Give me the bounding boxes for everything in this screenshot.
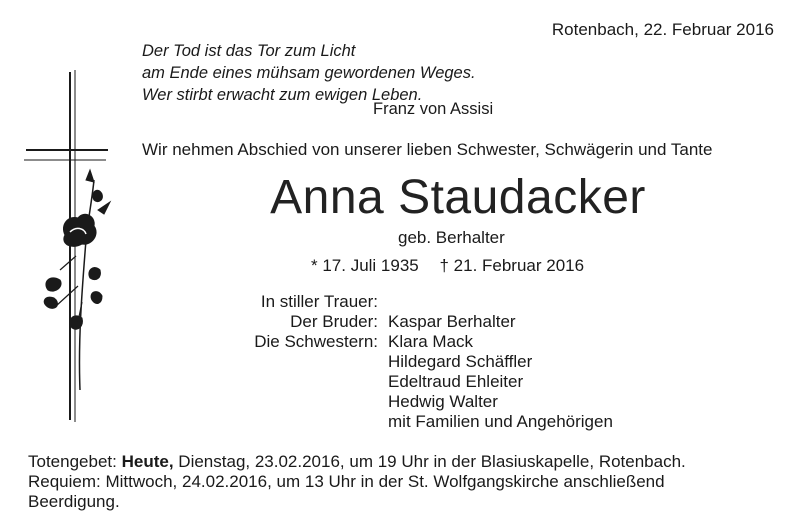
birth-date: * 17. Juli 1935 — [311, 256, 419, 275]
prayer-today: Heute, — [121, 452, 174, 471]
mourners-heading: In stiller Trauer: — [260, 292, 378, 311]
families-text: mit Familien und Angehörigen — [388, 412, 613, 431]
prayer-details: Dienstag, 23.02.2016, um 19 Uhr in der Blasiuskapelle, Rotenbach. — [178, 452, 686, 471]
requiem-line: Beerdigung. — [28, 492, 120, 511]
sisters-label: Die Schwestern: — [254, 332, 378, 351]
quote-line: Der Tod ist das Tor zum Licht — [142, 42, 356, 60]
sister-name: Klara Mack — [388, 332, 474, 351]
quote-author: Franz von Assisi — [373, 100, 494, 118]
mourners-heading-row — [236, 292, 613, 312]
sister-row — [236, 372, 613, 392]
death-date: † 21. Februar 2016 — [439, 256, 585, 275]
quote-line: Wer stirbt erwacht zum ewigen Leben. — [142, 86, 423, 104]
prayer-label: Totengebet: — [28, 452, 117, 471]
mourners-list — [236, 292, 613, 432]
sister-row — [236, 392, 613, 412]
place-date: Rotenbach, 22. Februar 2016 — [551, 20, 774, 39]
quote-line: am Ende eines mühsam gewordenen Weges. — [142, 64, 476, 82]
brother-name: Kaspar Berhalter — [388, 312, 516, 331]
prayer-line — [28, 452, 686, 472]
sister-row — [236, 352, 613, 372]
cross-rose-decoration — [20, 60, 120, 460]
cross-icon — [24, 70, 108, 422]
requiem-line: Requiem: Mittwoch, 24.02.2016, um 13 Uhr in der St. Wolfgangskirche anschließend — [28, 472, 665, 491]
sister-name: Edeltraud Ehleiter — [388, 372, 524, 391]
sister-name: Hedwig Walter — [388, 392, 498, 411]
birth-name: geb. Berhalter — [398, 228, 505, 247]
quote — [142, 40, 476, 106]
intro-text: Wir nehmen Abschied von unserer lieben Schwester, Schwägerin und Tante — [142, 140, 713, 159]
brother-row — [236, 312, 613, 332]
deceased-name: Anna Staudacker — [270, 171, 646, 224]
sisters-row — [236, 332, 613, 352]
families-row — [236, 412, 613, 432]
brother-label: Der Bruder: — [290, 312, 378, 331]
sister-name: Hildegard Schäffler — [388, 352, 533, 371]
service-info — [28, 452, 686, 512]
life-dates — [311, 256, 584, 276]
